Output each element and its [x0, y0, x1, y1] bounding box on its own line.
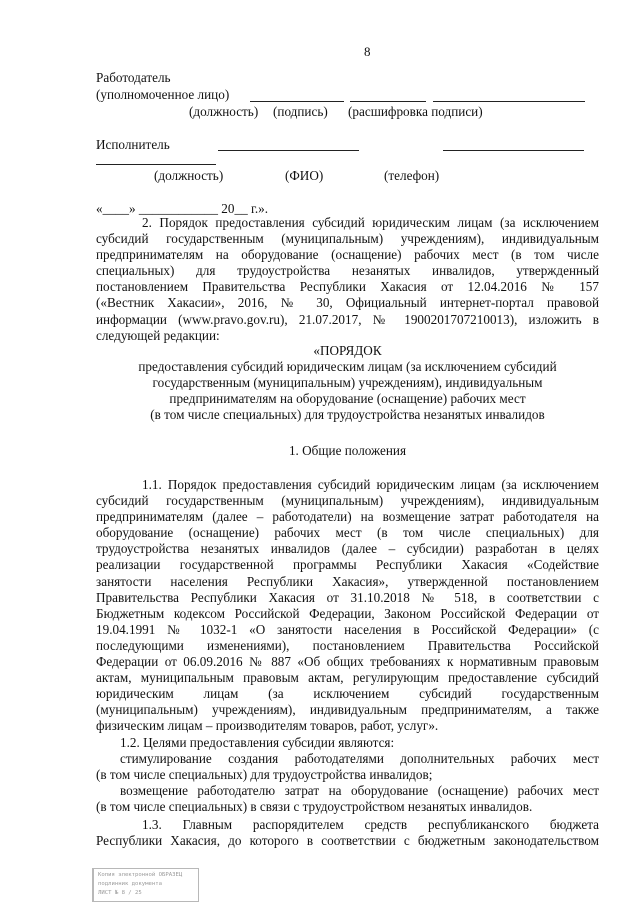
paragraph-1-1	[96, 477, 599, 735]
text-line: субсидий государственным (муниципальным) учреждениям), индивидуальным	[96, 231, 599, 247]
caption-position-1: (должность)	[189, 104, 259, 119]
employer-label: Работодатель	[96, 70, 171, 85]
caption-fio: (ФИО)	[285, 168, 324, 183]
caption-decoding: (расшифровка подписи)	[348, 104, 483, 119]
title-line: государственным (муниципальным) учреждениям), индивидуальным	[152, 375, 543, 391]
copy-stamp	[92, 868, 199, 902]
text-line: 2. Порядок предоставления субсидий юридическим лицам (за исключением	[142, 215, 599, 230]
signature-signline	[350, 101, 426, 102]
text-line: специальных) для трудоустройства незанятых инвалидов, утвержденный	[96, 263, 599, 279]
employer-sublabel: (уполномоченное лицо)	[96, 87, 230, 102]
title-line: предоставления субсидий юридическим лицам (за исключением субсидий	[138, 359, 557, 375]
position-signline-1	[250, 101, 344, 102]
text-line: (в том числе специальных) для трудоустройства инвалидов;	[96, 767, 433, 783]
caption-position-2: (должность)	[154, 168, 224, 183]
page-number: 8	[364, 44, 371, 59]
text-line: занятости населения Республики Хакасия», утвержденной постановлением	[96, 573, 599, 589]
text-line: (в том числе специальных) в связи с трудоустройством незанятых инвалидов.	[96, 799, 533, 815]
paragraph-1-3	[96, 817, 599, 849]
text-line: возмещение работодателю затрат на оборудование (оснащение) рабочих мест	[120, 783, 599, 799]
text-line: предпринимателям на оборудование (оснащение) рабочих мест (в том числе	[96, 247, 599, 263]
executor-position-line	[96, 164, 216, 165]
text-line: следующей редакции:	[96, 327, 220, 343]
text-line: стимулирование создания работодателями дополнительных рабочих мест	[120, 751, 599, 767]
section-heading: 1. Общие положения	[288, 443, 407, 458]
text-line: юридическим лицам (за исключением субсидий государственным	[96, 686, 599, 702]
stamp-line: Копия электронной ОБРАЗЕЦ	[98, 872, 183, 878]
text-line: 1.1. Порядок предоставления субсидий юридическим лицам (за исключением	[142, 477, 599, 492]
text-line: субсидий государственным (муниципальным) учреждениям), индивидуальным	[96, 493, 599, 509]
text-line: актам, муниципальным правовым актам, регулирующим предоставление субсидий	[96, 670, 599, 686]
text-line: трудоустройства незанятых инвалидов (далее – субсидии) разработан в целях	[96, 541, 599, 557]
paragraph-1-2	[96, 735, 599, 815]
title-line: «ПОРЯДОК	[313, 343, 382, 358]
text-line: 1.2. Целями предоставления субсидии являются:	[120, 735, 395, 750]
executor-name-line	[218, 150, 359, 151]
text-line: реализации государственной программы Республики Хакасия «Содействие	[96, 557, 599, 573]
caption-signature: (подпись)	[273, 104, 328, 119]
text-line: Федерации от 06.09.2016 № 887 «Об общих требованиях к нормативным правовым	[96, 654, 599, 670]
order-title	[96, 343, 599, 423]
text-line: (муниципальным) учреждениям), индивидуальным предпринимателям, а также	[96, 702, 599, 718]
text-line: 1.3. Главным распорядителем средств республиканского бюджета	[142, 817, 599, 832]
title-line: предпринимателям на оборудование (оснащение) рабочих мест	[169, 391, 526, 407]
decoding-signline	[433, 101, 585, 102]
text-line: физическим лицам – производителям товаров, работ, услуг».	[96, 718, 439, 734]
title-line: (в том числе специальных) для трудоустройства незанятых инвалидов	[150, 407, 545, 423]
stamp-line: подлинник документа	[98, 881, 162, 887]
stamp-line: ЛИСТ № 8 / 25	[98, 890, 142, 896]
text-line: Республики Хакасия, до которого в соответствии с бюджетным законодательством	[96, 833, 599, 849]
text-line: постановлением Правительства Республики Хакасия от 12.04.2016 № 157	[96, 279, 599, 295]
executor-phone-line	[443, 150, 584, 151]
date-line: «____» ____________ 20__ г.».	[96, 201, 269, 216]
amendment-paragraph	[96, 215, 599, 344]
text-line: предпринимателям (далее – работодатели) на возмещение затрат работодателя на	[96, 509, 599, 525]
text-line: оборудование (оснащение) рабочих мест (в том числе специальных) для	[96, 525, 599, 541]
text-line: 19.04.1991 № 1032-1 «О занятости населения в Российской Федерации» (с	[96, 621, 599, 637]
text-line: Правительства Республики Хакасия от 31.10.2018 № 518, в соответствии с	[96, 589, 599, 605]
text-line: информации (www.pravo.gov.ru), 21.07.2017, № 1900201707210013), изложить в	[96, 311, 599, 327]
text-line: Бюджетным кодексом Российской Федерации, Законом Российской Федерации от	[96, 605, 599, 621]
text-line: последующими изменениями), постановлением Правительства Российской	[96, 637, 599, 653]
executor-label: Исполнитель	[96, 137, 170, 152]
text-line: («Вестник Хакасии», 2016, № 30, Официальный интернет-портал правовой	[96, 295, 599, 311]
caption-phone: (телефон)	[384, 168, 440, 183]
